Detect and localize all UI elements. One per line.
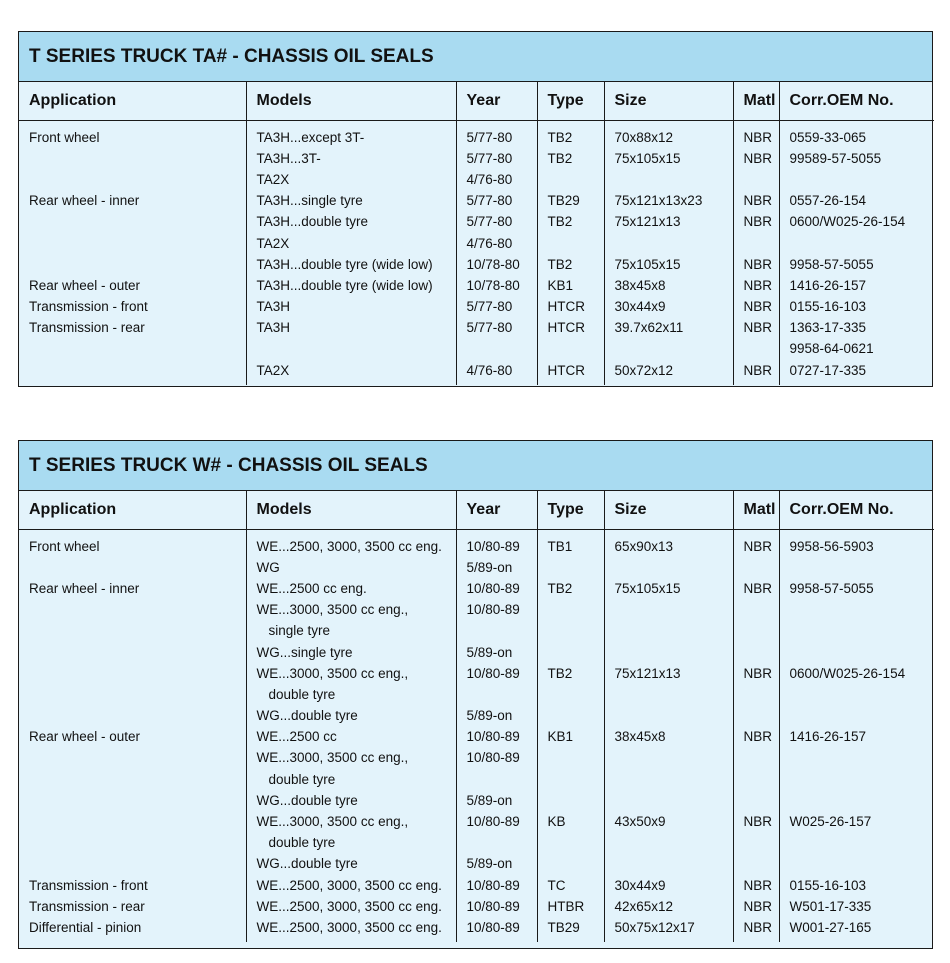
cell-models: TA2X — [246, 360, 456, 385]
table-row — [19, 747, 934, 768]
cell-application — [19, 684, 246, 705]
cell-oem: W025-26-157 — [779, 811, 934, 832]
header-size: Size — [604, 82, 733, 120]
cell-matl — [733, 599, 779, 620]
cell-year: 10/80-89 — [456, 599, 537, 620]
panel-title: T SERIES TRUCK TA# - CHASSIS OIL SEALS — [19, 32, 932, 82]
cell-year: 5/89-on — [456, 641, 537, 662]
cell-oem: 9958-57-5055 — [779, 254, 934, 275]
cell-year: 10/78-80 — [456, 254, 537, 275]
cell-matl: NBR — [733, 360, 779, 385]
cell-matl — [733, 232, 779, 253]
cell-matl — [733, 747, 779, 768]
cell-type — [537, 832, 604, 853]
cell-type: TB2 — [537, 254, 604, 275]
cell-models: double tyre — [246, 832, 456, 853]
cell-application — [19, 747, 246, 768]
cell-oem: 9958-56-5903 — [779, 529, 934, 557]
cell-size — [604, 232, 733, 253]
table-row — [19, 190, 934, 211]
cell-models: TA3H...single tyre — [246, 190, 456, 211]
cell-type — [537, 169, 604, 190]
table-row — [19, 148, 934, 169]
cell-application — [19, 338, 246, 359]
cell-size: 50x72x12 — [604, 360, 733, 385]
cell-matl: NBR — [733, 529, 779, 557]
ta-series-panel — [18, 31, 933, 387]
table-row — [19, 254, 934, 275]
cell-matl — [733, 641, 779, 662]
cell-year: 10/80-89 — [456, 529, 537, 557]
cell-models: WE...2500, 3000, 3500 cc eng. — [246, 875, 456, 896]
cell-size — [604, 338, 733, 359]
cell-type: KB1 — [537, 275, 604, 296]
cell-year: 5/77-80 — [456, 296, 537, 317]
seals-table — [19, 82, 934, 385]
header-matl: Matl — [733, 491, 779, 529]
cell-year — [456, 620, 537, 641]
cell-size — [604, 769, 733, 790]
cell-models: WE...3000, 3500 cc eng., — [246, 663, 456, 684]
table-row — [19, 296, 934, 317]
cell-application — [19, 232, 246, 253]
cell-matl: NBR — [733, 811, 779, 832]
cell-year: 10/80-89 — [456, 747, 537, 768]
cell-application: Rear wheel - inner — [29, 193, 140, 209]
cell-models: single tyre — [246, 620, 456, 641]
cell-matl — [733, 705, 779, 726]
cell-application: Front wheel — [29, 129, 100, 145]
table-row — [19, 684, 934, 705]
cell-size — [604, 747, 733, 768]
table-row — [19, 896, 934, 917]
table-row — [19, 790, 934, 811]
cell-models: WE...2500, 3000, 3500 cc eng. — [246, 529, 456, 557]
cell-type: HTCR — [537, 360, 604, 385]
cell-oem: 0600/W025-26-154 — [779, 663, 934, 684]
cell-models: WE...2500 cc — [246, 726, 456, 747]
cell-size: 75x105x15 — [604, 578, 733, 599]
cell-models: WG...double tyre — [246, 705, 456, 726]
cell-type: TB29 — [537, 917, 604, 942]
cell-application — [19, 169, 246, 190]
cell-application — [19, 620, 246, 641]
cell-oem: W001-27-165 — [779, 917, 934, 942]
cell-size — [604, 832, 733, 853]
cell-size — [604, 790, 733, 811]
cell-year: 5/89-on — [456, 853, 537, 874]
cell-type — [537, 769, 604, 790]
table-row — [19, 811, 934, 832]
header-oem: Corr.OEM No. — [779, 82, 934, 120]
cell-oem: 0727-17-335 — [779, 360, 934, 385]
cell-year: 5/77-80 — [456, 190, 537, 211]
table-row — [19, 360, 934, 385]
cell-oem — [779, 232, 934, 253]
cell-models: WE...3000, 3500 cc eng., — [246, 599, 456, 620]
header-year: Year — [456, 82, 537, 120]
cell-type: TB2 — [537, 148, 604, 169]
cell-application — [19, 790, 246, 811]
table-row — [19, 663, 934, 684]
cell-application — [19, 853, 246, 874]
cell-oem: 0155-16-103 — [779, 875, 934, 896]
cell-year: 5/77-80 — [456, 317, 537, 338]
cell-year — [456, 769, 537, 790]
cell-oem — [779, 169, 934, 190]
cell-size — [604, 641, 733, 662]
seals-table — [19, 491, 934, 942]
table-body — [19, 529, 934, 942]
table-row — [19, 620, 934, 641]
cell-year: 4/76-80 — [456, 232, 537, 253]
cell-matl: NBR — [733, 275, 779, 296]
cell-matl — [733, 169, 779, 190]
cell-type: TB1 — [537, 529, 604, 557]
table-row — [19, 232, 934, 253]
cell-models: TA3H...double tyre — [246, 211, 456, 232]
cell-year — [456, 338, 537, 359]
cell-size: 65x90x13 — [604, 529, 733, 557]
cell-year: 10/80-89 — [456, 875, 537, 896]
cell-type: HTBR — [537, 896, 604, 917]
cell-oem — [779, 641, 934, 662]
cell-models: WE...2500, 3000, 3500 cc eng. — [246, 917, 456, 942]
cell-oem: 1363-17-335 — [779, 317, 934, 338]
cell-oem — [779, 853, 934, 874]
cell-year: 10/80-89 — [456, 896, 537, 917]
table-row — [19, 211, 934, 232]
cell-size: 43x50x9 — [604, 811, 733, 832]
cell-matl — [733, 684, 779, 705]
cell-type — [537, 705, 604, 726]
cell-type: TB2 — [537, 211, 604, 232]
header-models: Models — [246, 491, 456, 529]
cell-application — [19, 832, 246, 853]
table-row — [19, 917, 934, 942]
cell-matl: NBR — [733, 296, 779, 317]
cell-type — [537, 620, 604, 641]
cell-application: Transmission - rear — [29, 320, 145, 336]
cell-matl: NBR — [733, 917, 779, 942]
cell-matl — [733, 338, 779, 359]
cell-models: TA3H...double tyre (wide low) — [246, 275, 456, 296]
cell-matl: NBR — [733, 896, 779, 917]
header-row — [19, 82, 934, 120]
cell-models: WE...3000, 3500 cc eng., — [246, 811, 456, 832]
cell-type: TB2 — [537, 578, 604, 599]
header-year: Year — [456, 491, 537, 529]
cell-application — [19, 641, 246, 662]
cell-models — [246, 338, 456, 359]
table-row — [19, 578, 934, 599]
cell-oem — [779, 620, 934, 641]
cell-oem — [779, 832, 934, 853]
cell-oem: 9958-64-0621 — [779, 338, 934, 359]
header-oem: Corr.OEM No. — [779, 491, 934, 529]
header-application: Application — [19, 82, 246, 120]
cell-type: KB — [537, 811, 604, 832]
cell-models: double tyre — [246, 684, 456, 705]
cell-oem: 0559-33-065 — [779, 120, 934, 148]
cell-models: TA2X — [246, 169, 456, 190]
cell-size: 38x45x8 — [604, 275, 733, 296]
cell-type — [537, 338, 604, 359]
cell-oem: W501-17-335 — [779, 896, 934, 917]
table-row — [19, 120, 934, 148]
cell-size: 38x45x8 — [604, 726, 733, 747]
cell-year: 4/76-80 — [456, 360, 537, 385]
cell-type — [537, 684, 604, 705]
cell-application — [19, 811, 246, 832]
cell-type: HTCR — [537, 296, 604, 317]
w-series-panel — [18, 440, 933, 949]
cell-application — [19, 211, 246, 232]
table-body — [19, 120, 934, 385]
cell-models: WG...double tyre — [246, 790, 456, 811]
table-row — [19, 641, 934, 662]
table-row — [19, 769, 934, 790]
cell-type: TB2 — [537, 663, 604, 684]
cell-year: 10/80-89 — [456, 578, 537, 599]
cell-matl — [733, 853, 779, 874]
cell-application: Transmission - front — [29, 877, 148, 893]
cell-application — [19, 557, 246, 578]
cell-size — [604, 684, 733, 705]
cell-matl: NBR — [733, 190, 779, 211]
cell-oem — [779, 684, 934, 705]
cell-size: 30x44x9 — [604, 875, 733, 896]
cell-type: HTCR — [537, 317, 604, 338]
cell-models: TA2X — [246, 232, 456, 253]
cell-type: KB1 — [537, 726, 604, 747]
cell-year: 5/77-80 — [456, 120, 537, 148]
cell-year: 10/80-89 — [456, 726, 537, 747]
cell-type — [537, 747, 604, 768]
cell-models: TA3H...double tyre (wide low) — [246, 254, 456, 275]
cell-size: 70x88x12 — [604, 120, 733, 148]
table-row — [19, 275, 934, 296]
cell-size — [604, 169, 733, 190]
cell-oem — [779, 557, 934, 578]
cell-matl: NBR — [733, 578, 779, 599]
cell-matl: NBR — [733, 663, 779, 684]
cell-models: WE...3000, 3500 cc eng., — [246, 747, 456, 768]
header-type: Type — [537, 491, 604, 529]
header-application: Application — [19, 491, 246, 529]
cell-year: 10/78-80 — [456, 275, 537, 296]
cell-oem: 1416-26-157 — [779, 726, 934, 747]
header-models: Models — [246, 82, 456, 120]
cell-models: TA3H...3T- — [246, 148, 456, 169]
cell-size: 50x75x12x17 — [604, 917, 733, 942]
cell-type — [537, 853, 604, 874]
cell-matl — [733, 769, 779, 790]
table-row — [19, 557, 934, 578]
cell-size: 75x121x13 — [604, 663, 733, 684]
cell-size: 75x121x13x23 — [604, 190, 733, 211]
cell-application — [19, 148, 246, 169]
cell-matl — [733, 832, 779, 853]
header-type: Type — [537, 82, 604, 120]
cell-application — [19, 254, 246, 275]
cell-application: Rear wheel - outer — [29, 277, 141, 293]
cell-oem: 99589-57-5055 — [779, 148, 934, 169]
cell-models: TA3H...except 3T- — [246, 120, 456, 148]
cell-application — [19, 769, 246, 790]
cell-size: 39.7x62x11 — [604, 317, 733, 338]
cell-matl: NBR — [733, 317, 779, 338]
cell-application — [19, 663, 246, 684]
cell-oem — [779, 747, 934, 768]
cell-matl: NBR — [733, 875, 779, 896]
cell-application — [19, 360, 246, 385]
cell-type — [537, 599, 604, 620]
cell-application — [19, 599, 246, 620]
cell-type — [537, 232, 604, 253]
table-row — [19, 832, 934, 853]
cell-type: TC — [537, 875, 604, 896]
cell-year — [456, 832, 537, 853]
table-row — [19, 529, 934, 557]
cell-models: TA3H — [246, 317, 456, 338]
table-row — [19, 338, 934, 359]
cell-models: WE...2500, 3000, 3500 cc eng. — [246, 896, 456, 917]
cell-oem: 1416-26-157 — [779, 275, 934, 296]
cell-models: WG...single tyre — [246, 641, 456, 662]
cell-year — [456, 684, 537, 705]
cell-year: 5/89-on — [456, 790, 537, 811]
cell-application: Transmission - rear — [29, 898, 145, 914]
cell-matl — [733, 557, 779, 578]
cell-application: Transmission - front — [29, 299, 148, 315]
cell-matl — [733, 620, 779, 641]
table-row — [19, 726, 934, 747]
cell-size — [604, 705, 733, 726]
cell-year: 4/76-80 — [456, 169, 537, 190]
cell-oem — [779, 790, 934, 811]
cell-models: double tyre — [246, 769, 456, 790]
cell-type — [537, 790, 604, 811]
cell-year: 5/89-on — [456, 705, 537, 726]
cell-size — [604, 599, 733, 620]
cell-year: 10/80-89 — [456, 917, 537, 942]
cell-oem: 0155-16-103 — [779, 296, 934, 317]
cell-type — [537, 641, 604, 662]
cell-matl — [733, 790, 779, 811]
cell-size: 75x105x15 — [604, 148, 733, 169]
cell-year: 5/77-80 — [456, 148, 537, 169]
cell-oem — [779, 599, 934, 620]
cell-size — [604, 620, 733, 641]
cell-application: Rear wheel - outer — [29, 729, 141, 745]
cell-year: 10/80-89 — [456, 811, 537, 832]
cell-year: 10/80-89 — [456, 663, 537, 684]
cell-matl: NBR — [733, 120, 779, 148]
cell-year: 5/77-80 — [456, 211, 537, 232]
header-row — [19, 491, 934, 529]
cell-oem — [779, 769, 934, 790]
cell-size — [604, 557, 733, 578]
cell-application — [19, 705, 246, 726]
table-row — [19, 599, 934, 620]
header-size: Size — [604, 491, 733, 529]
cell-models: WG — [246, 557, 456, 578]
table-row — [19, 705, 934, 726]
cell-year: 5/89-on — [456, 557, 537, 578]
cell-models: TA3H — [246, 296, 456, 317]
cell-models: WG...double tyre — [246, 853, 456, 874]
cell-oem: 9958-57-5055 — [779, 578, 934, 599]
cell-application: Front wheel — [29, 538, 100, 554]
table-row — [19, 169, 934, 190]
cell-size: 30x44x9 — [604, 296, 733, 317]
cell-type: TB29 — [537, 190, 604, 211]
cell-matl: NBR — [733, 148, 779, 169]
table-row — [19, 875, 934, 896]
cell-oem — [779, 705, 934, 726]
cell-matl: NBR — [733, 726, 779, 747]
cell-size: 75x121x13 — [604, 211, 733, 232]
cell-models: WE...2500 cc eng. — [246, 578, 456, 599]
cell-size: 42x65x12 — [604, 896, 733, 917]
panel-title: T SERIES TRUCK W# - CHASSIS OIL SEALS — [19, 441, 932, 491]
header-matl: Matl — [733, 82, 779, 120]
cell-oem: 0557-26-154 — [779, 190, 934, 211]
cell-size — [604, 853, 733, 874]
cell-application: Differential - pinion — [29, 919, 142, 935]
table-row — [19, 853, 934, 874]
cell-size: 75x105x15 — [604, 254, 733, 275]
cell-type — [537, 557, 604, 578]
cell-application: Rear wheel - inner — [29, 580, 140, 596]
cell-matl: NBR — [733, 254, 779, 275]
table-row — [19, 317, 934, 338]
cell-type: TB2 — [537, 120, 604, 148]
cell-matl: NBR — [733, 211, 779, 232]
cell-oem: 0600/W025-26-154 — [779, 211, 934, 232]
